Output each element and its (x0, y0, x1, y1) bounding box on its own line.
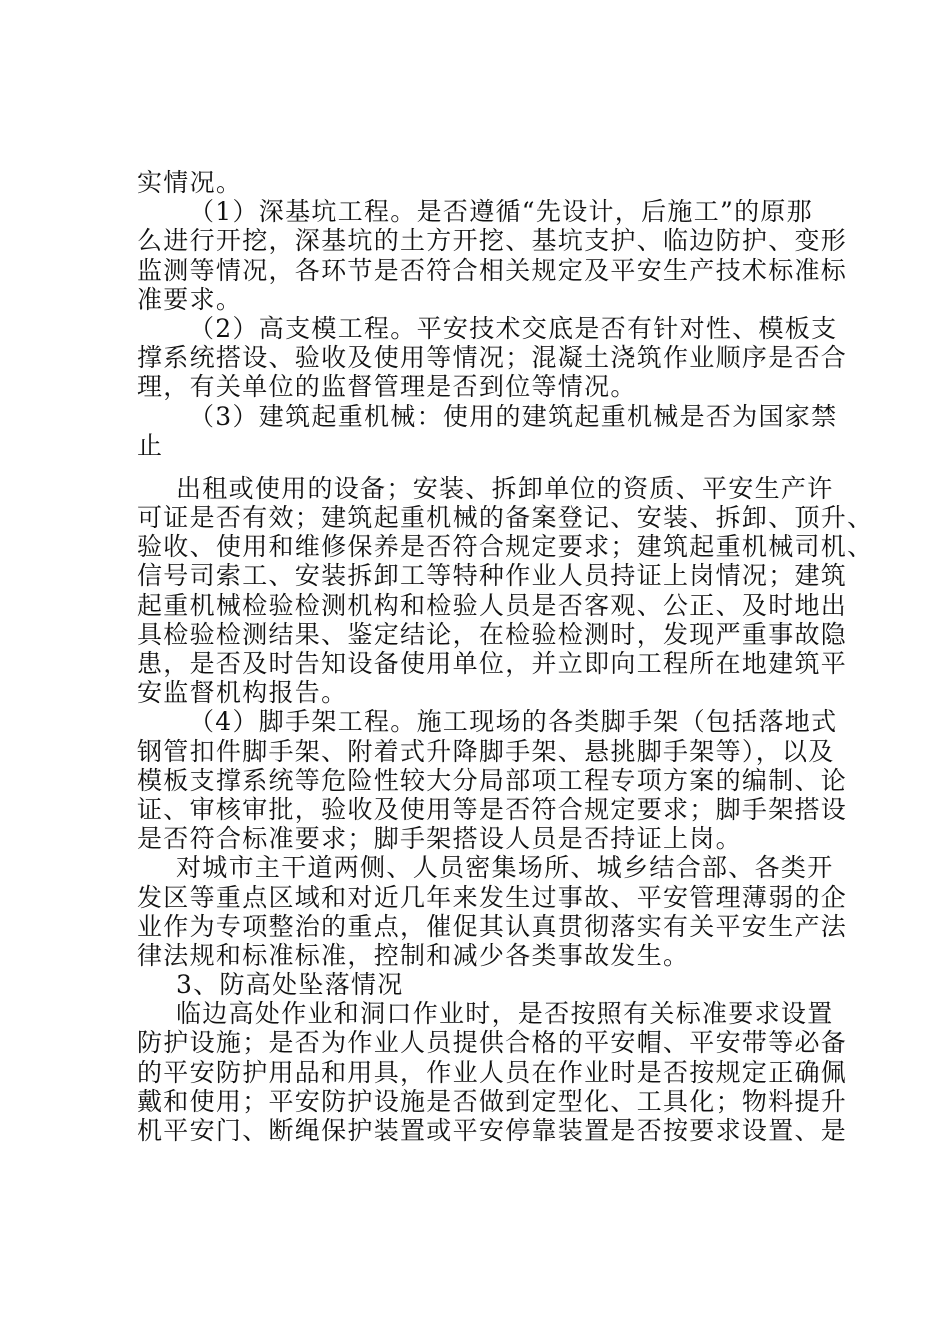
text-line: 验收、使用和维修保养是否符合规定要求；建筑起重机械司机、 (137, 532, 874, 562)
text-line: 理，有关单位的监督管理是否到位等情况。 (137, 372, 637, 402)
text-line: 对城市主干道两侧、人员密集场所、城乡结合部、各类开 (176, 853, 834, 883)
text-line: 患，是否及时告知设备使用单位，并立即向工程所在地建筑平 (137, 649, 848, 678)
text-line: 机平安门、断绳保护装置或平安停靠装置是否按要求设置、是 (137, 1116, 848, 1145)
document-body (137, 168, 874, 1145)
text-line: 监测等情况，各环节是否符合相关规定及平安生产技术标准标 (137, 255, 848, 285)
text-line: 实情况。 (137, 168, 243, 197)
text-line: 安监督机构报告。 (137, 678, 348, 708)
text-line: 发区等重点区域和对近几年来发生过事故、平安管理薄弱的企 (137, 882, 848, 912)
text-line: 钢管扣件脚手架、附着式升降脚手架、悬挑脚手架等），以及 (137, 736, 835, 766)
text-line: 起重机械检验检测机构和检验人员是否客观、公正、及时地出 (137, 590, 848, 620)
text-line: 证、审核审批，验收及使用等是否符合规定要求；脚手架搭设 (137, 794, 848, 824)
text-line: 的平安防护用品和用具，作业人员在作业时是否按规定正确佩 (137, 1057, 848, 1087)
text-line: （1）深基坑工程。是否遵循“先设计，后施工”的原那 (189, 197, 813, 227)
text-line: 出租或使用的设备；安装、拆卸单位的资质、平安生产许 (176, 473, 834, 503)
text-line: 是否符合标准要求；脚手架搭设人员是否持证上岗。 (137, 824, 742, 854)
text-line: 临边高处作业和洞口作业时，是否按照有关标准要求设置 (176, 999, 834, 1029)
text-line: 3、防高处坠落情况 (176, 970, 404, 1000)
text-line: 信号司索工、安装拆卸工等特种作业人员持证上岗情况；建筑 (137, 561, 848, 591)
text-line: 律法规和标准标准，控制和减少各类事故发生。 (137, 940, 690, 970)
text-line: 业作为专项整治的重点，催促其认真贯彻落实有关平安生产法 (137, 911, 848, 941)
text-line: （4）脚手架工程。施工现场的各类脚手架（包括落地式 (189, 707, 838, 737)
text-line: （2）高支模工程。平安技术交底是否有针对性、模板支 (189, 313, 838, 343)
text-line: 准要求。 (137, 284, 243, 314)
text-line: 撑系统搭设、验收及使用等情况；混凝土浇筑作业顺序是否合 (137, 343, 848, 373)
text-line: 么进行开挖，深基坑的土方开挖、基坑支护、临边防护、变形 (137, 226, 848, 256)
text-line: 模板支撑系统等危险性较大分局部项工程专项方案的编制、论 (137, 765, 848, 795)
text-line: 防护设施；是否为作业人员提供合格的平安帽、平安带等必备 (137, 1028, 848, 1058)
text-line: 具检验检测结果、鉴定结论，在检验检测时，发现严重事故隐 (137, 619, 848, 649)
text-line: 止 (137, 430, 164, 460)
text-line: 可证是否有效；建筑起重机械的备案登记、安装、拆卸、顶升、 (137, 503, 874, 533)
text-line: （3）建筑起重机械：使用的建筑起重机械是否为国家禁 (189, 401, 838, 431)
text-line: 戴和使用；平安防护设施是否做到定型化、工具化；物料提升 (137, 1086, 848, 1116)
